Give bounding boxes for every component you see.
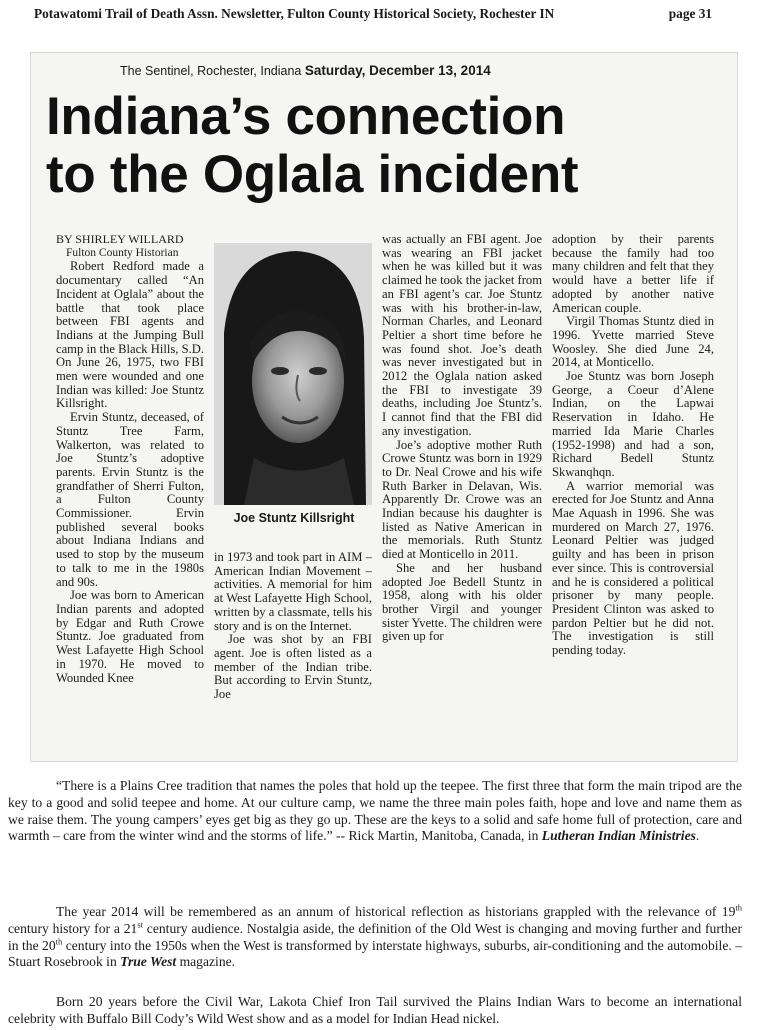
article-column-3 (382, 233, 542, 743)
portrait-image (214, 243, 372, 505)
col4-paragraph: A warrior memorial was erected for Joe Stuntz and Anna Mae Aquash in 1996. She was murdered on March 27, 1976. Leonard Peltier was judged guilty and has been in prison ever since. This is controversial and he is considered a political prisoner by many people. President Clinton was asked to pardon Peltier but he did not. The investigation is still pending today. (552, 478, 714, 658)
true-west-quote (8, 904, 742, 971)
cree-tradition-quote (8, 778, 742, 845)
article-column-1 (56, 233, 204, 743)
quote1-text: “There is a Plains Cree tradition that names the poles that hold up the teepee. The first three that form the main tripod are the key to a good and solid teepee and home. At our culture camp, we name the three main poles faith, hope and love and name them as we raise them. The young campers’ eyes get big as they go up. These are the keys to a solid and safe home full of protection, care and warmth – care from the winter wind and the storms of life.” -- Rick Martin, Manitoba, Canada, in (8, 778, 742, 844)
page-number: page 31 (668, 6, 712, 21)
col3-paragraph: She and her husband adopted Joe Bedell Stuntz in 1958, along with his older brother Virgil and younger sister Yvette. The children were given up for (382, 560, 542, 644)
quote2-source: True West (120, 954, 177, 970)
quote2-sup-1: th (735, 902, 742, 913)
quote1-source: Lutheran Indian Ministries (541, 828, 696, 844)
col4-paragraph: Virgil Thomas Stuntz died in 1996. Yvette married Steve Woosley. She died June 24, 2014, at Monticello. (552, 314, 714, 370)
col3-paragraph: was actually an FBI agent. Joe was wearing an FBI jacket when he was killed but it was claimed he took the jacket from an FBI agent’s car. Joe Stuntz was with his brother-in-law, Norman Charles, and Leonard Peltier a short time before he was found shot. Joe’s death was never investigated but in 2012 the Oglala nation asked the FBI to investigate 39 deaths, including Joe Stuntz’s. I cannot find that the FBI did any investigation. (382, 233, 542, 438)
headline-line-2: to the Oglala incident (46, 145, 579, 204)
byline: BY SHIRLEY WILLARD (56, 233, 184, 246)
col4-paragraph: Joe Stuntz was born Joseph George, a Coeur d’Alene Indian, on the Lapwai Reservation in Idaho. He married Ida Marie Charles (1952-1998) and had a son, Richard Bedell Stuntz Skwanqhqn. (552, 369, 714, 479)
quote2-sup-2: st (137, 919, 143, 930)
col3-paragraph: Joe’s adoptive mother Ruth Crowe Stuntz was born in 1929 to Dr. Neal Crowe and his wife Ruth Barker in Delavan, Wis. Apparently Dr. Crowe was an Indian because his daughter is listed as Native American in the memorials. Ruth Stuntz died at Monticello in 2011. (382, 437, 542, 562)
col1-paragraph: Joe was born to American Indian parents and adopted by Edgar and Ruth Crowe Stuntz. Joe graduated from West Lafayette High School in 1970. He moved to Wounded Knee (56, 588, 204, 685)
quote2-text-2: century history for a 21 (8, 920, 138, 936)
dateline (120, 63, 491, 78)
byline-affiliation: Fulton County Historian (66, 246, 179, 259)
headline-line-1: Indiana’s connection (46, 87, 566, 146)
portrait-photo (214, 243, 372, 505)
article-column-4 (552, 233, 714, 743)
quote2-text-3: century audience. Nostalgia aside, the definition of the Old West is changing and moving further and further in the 20 (8, 920, 742, 953)
col4-paragraph: adoption by their parents because the family had too many children and felt that they would have a better life if adopted by another native American couple. (552, 233, 714, 315)
quote1-end: . (695, 828, 700, 844)
iron-tail-paragraph: Born 20 years before the Civil War, Lakota Chief Iron Tail survived the Plains Indian Wars to become an international celebrity with Buffalo Bill Cody’s Wild West show and as a model for Indian Head nickel. (8, 994, 742, 1026)
dateline-paper: The Sentinel, Rochester, Indiana (120, 64, 302, 78)
col1-paragraph: Ervin Stuntz, deceased, of Stuntz Tree Farm, Walkerton, was related to Joe Stuntz’s adoptive parents. Ervin Stuntz is the grandfather of Sherri Fulton, a Fulton County Commissioner. Ervin published several books about Indiana Indians and used to stop by the museum to talk to me in the 1980s and 90s. (56, 410, 204, 589)
newsletter-header: Potawatomi Trail of Death Assn. Newsletter, Fulton County Historical Society, Rochester IN (34, 6, 555, 21)
quote2-end: magazine. (176, 954, 236, 970)
photo-caption: Joe Stuntz Killsright (233, 511, 355, 525)
quote2-text-4: century into the 1950s when the West is transformed by interstate highways, suburbs, air-conditioning and the automobile. – Stuart Rosebrook in (8, 937, 742, 970)
col2-paragraph: Joe was shot by an FBI agent. Joe is often listed as a member of the Indian tribe. But according to Ervin Stuntz, Joe (214, 632, 372, 702)
quote2-sup-3: th (55, 936, 63, 947)
article-headline (46, 88, 726, 204)
dateline-date: Saturday, December 13, 2014 (304, 63, 491, 78)
col1-paragraph: Robert Redford made a documentary called “An Incident at Oglala” about the battle that took place between FBI agents and Indians at the Jumping Bull camp in the Black Hills, S.D. On June 26, 1975, two FBI men were wounded and one Indian was killed: Joe Stuntz Killsright. (56, 259, 204, 411)
article-column-2 (214, 551, 372, 741)
col2-paragraph: in 1973 and took part in AIM – American Indian Movement – activities. A memorial for him at West Lafayette High School, written by a classmate, tells his story and is on the Internet. (214, 551, 372, 633)
quote2-text-1: The year 2014 will be remembered as an annum of historical reflection as historians grappled with the relevance of 19 (56, 904, 736, 919)
